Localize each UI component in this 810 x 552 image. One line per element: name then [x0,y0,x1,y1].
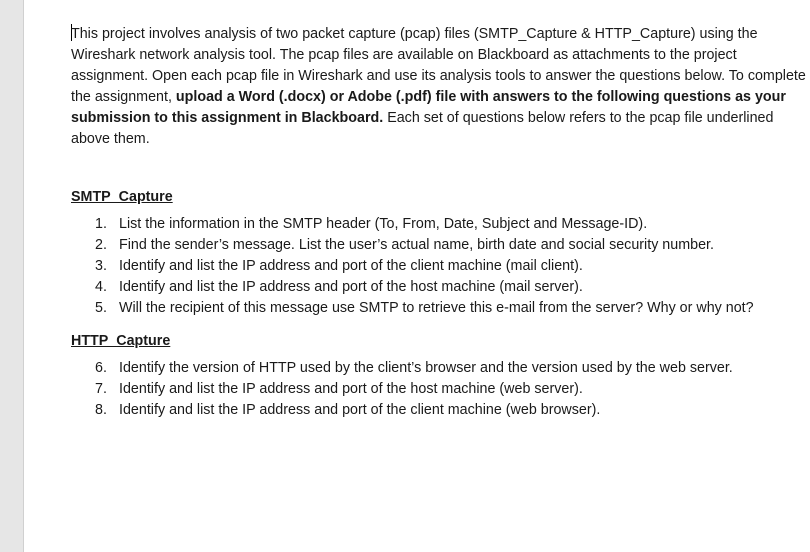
document-page[interactable] [24,0,810,552]
list-item [71,235,806,256]
list-number: 8. [95,402,107,418]
list-number: 5. [95,300,107,316]
list-number: 2. [95,237,107,253]
intro-text-1: This project involves analysis of two packet capture (pcap) files (SMTP_Capture & HTTP_Capture) using the Wireshark network analysis tool. The pcap files are available on Blackboard as attachments to the project assignment. Open each pcap file in Wireshark and use its analysis tools to answer the questions below. To complete the assignment, [71,26,806,105]
question-text: Identify and list the IP address and port of the client machine (mail client). [119,258,583,274]
http-question-list [71,358,806,421]
question-text: Identify the version of HTTP used by the client’s browser and the version used by the web server. [119,360,733,376]
question-text: Find the sender’s message. List the user’s actual name, birth date and social security number. [119,237,714,253]
question-text: Will the recipient of this message use SMTP to retrieve this e-mail from the server? Why or why not? [119,300,754,316]
list-item [71,277,806,298]
list-number: 3. [95,258,107,274]
list-item [71,256,806,277]
list-number: 4. [95,279,107,295]
list-item [71,379,806,400]
list-number: 1. [95,216,107,232]
question-text: Identify and list the IP address and port of the host machine (mail server). [119,279,583,295]
intro-paragraph[interactable] [71,24,806,150]
intro-bold-text: upload a Word (.docx) or Adobe (.pdf) file with answers to the following questions as your submission to this assignment in Blackboard. [71,89,786,126]
list-item [71,214,806,235]
section-heading-smtp: SMTP_Capture [71,189,173,205]
section-heading-http: HTTP_Capture [71,333,171,349]
smtp-question-list [71,214,806,319]
list-item [71,400,806,421]
document-body[interactable] [71,24,806,421]
list-item [71,358,806,379]
list-number: 7. [95,381,107,397]
list-number: 6. [95,360,107,376]
list-item [71,298,806,319]
question-text: Identify and list the IP address and port of the host machine (web server). [119,381,583,397]
question-text: List the information in the SMTP header (To, From, Date, Subject and Message-ID). [119,216,648,232]
question-text: Identify and list the IP address and port of the client machine (web browser). [119,402,601,418]
intro-text-2: Each set of questions below refers to the pcap file underlined above them. [71,110,774,147]
